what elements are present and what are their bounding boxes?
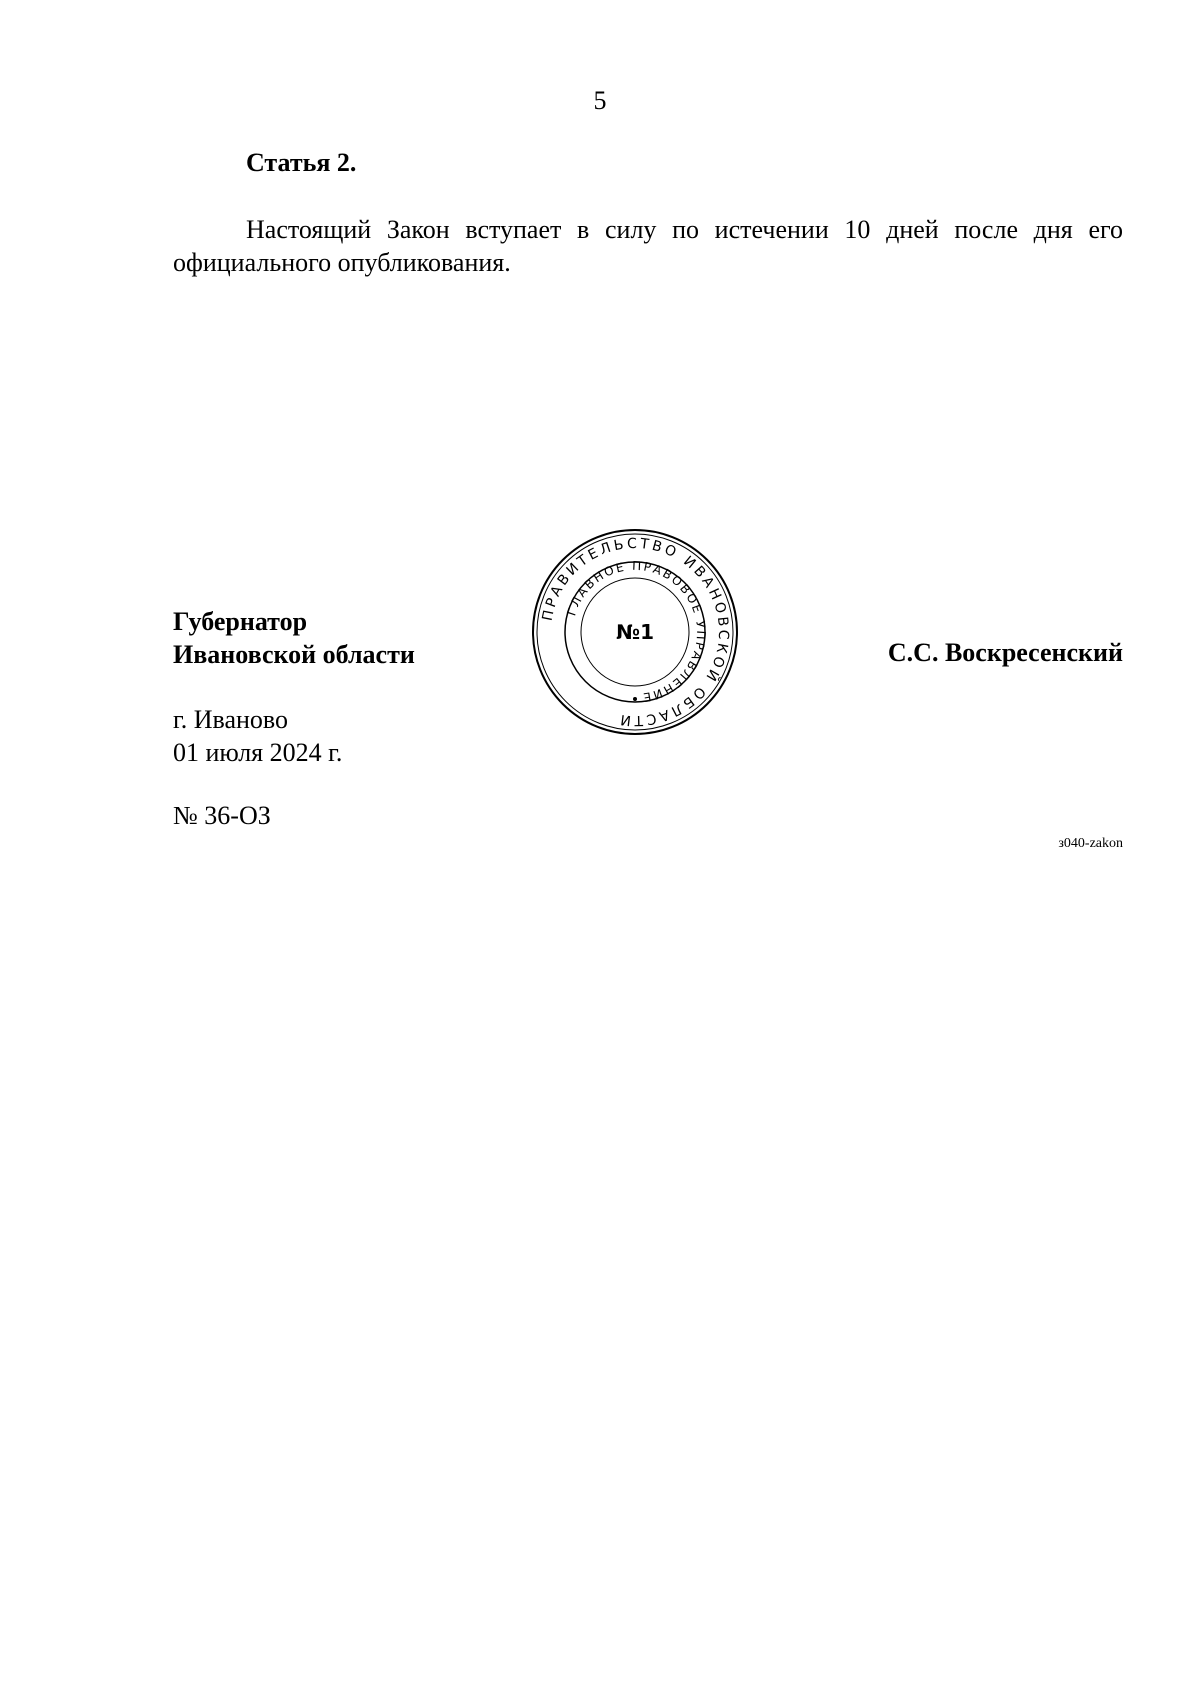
page-number: 5 xyxy=(593,86,607,115)
article-title: Статья 2. xyxy=(246,148,357,177)
signatory-position xyxy=(173,605,415,671)
seal-inner-text: ГЛАВНОЕ ПРАВОВОЕ УПРАВЛЕНИЕ xyxy=(564,558,709,705)
signatory-position-line1: Губернатор xyxy=(173,607,308,636)
place: г. Иваново xyxy=(173,705,288,734)
signatory-name: С.С. Воскресенский xyxy=(887,638,1123,667)
official-seal xyxy=(530,527,740,737)
seal-outer-text: ПРАВИТЕЛЬСТВО ИВАНОВСКОЙ ОБЛАСТИ xyxy=(539,535,732,729)
place-date xyxy=(173,703,342,769)
law-number: № 36-ОЗ xyxy=(173,801,271,830)
date: 01 июля 2024 г. xyxy=(173,738,343,767)
seal-center-text: №1 xyxy=(616,620,654,644)
document-code: з040-zakon xyxy=(1058,836,1123,851)
signatory-position-line2: Ивановской области xyxy=(173,640,415,669)
article-text: Настоящий Закон вступает в силу по истечении 10 дней после дня его официального опубликования. xyxy=(173,215,1123,277)
